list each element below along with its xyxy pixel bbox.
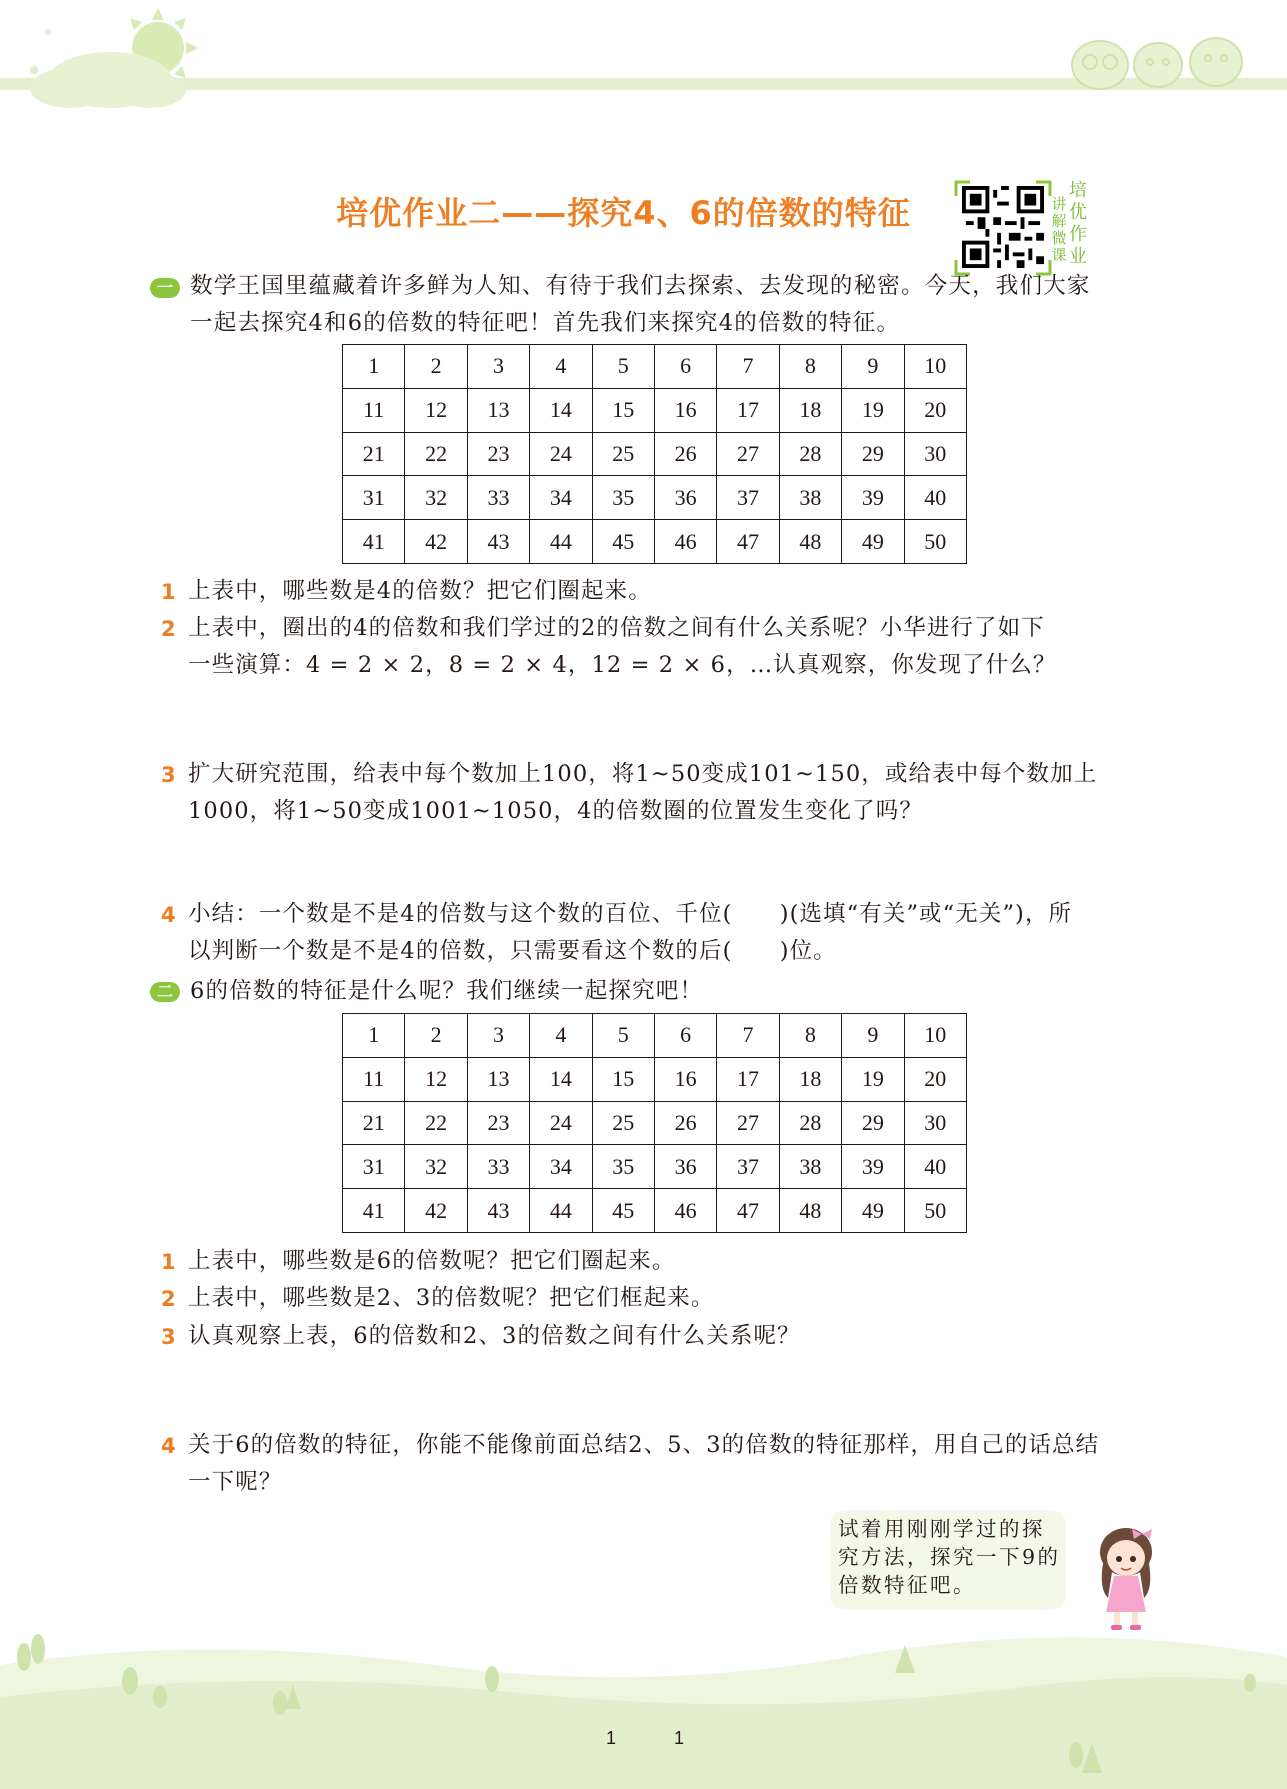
section-badge-2: 二 bbox=[150, 982, 180, 1002]
table-cell: 3 bbox=[467, 345, 529, 389]
table-cell: 47 bbox=[717, 1189, 779, 1233]
table-cell: 47 bbox=[717, 520, 779, 564]
table-cell: 28 bbox=[779, 432, 841, 476]
table-cell: 15 bbox=[592, 388, 654, 432]
table-cell: 39 bbox=[842, 476, 904, 520]
table-cell: 50 bbox=[904, 520, 966, 564]
table-row bbox=[343, 432, 967, 476]
table-cell: 44 bbox=[530, 1189, 592, 1233]
table-row bbox=[343, 1189, 967, 1233]
section1-intro-line2: 一起去探究4和6的倍数的特征吧！首先我们来探究4的倍数的特征。 bbox=[190, 310, 901, 336]
table-cell: 39 bbox=[842, 1145, 904, 1189]
table-cell: 10 bbox=[904, 1014, 966, 1058]
table-row bbox=[343, 520, 967, 564]
question-text-line: 上表中，哪些数是6的倍数呢？把它们圈起来。 bbox=[188, 1248, 676, 1274]
table-row bbox=[343, 476, 967, 520]
section1-intro-line1: 数学王国里蕴藏着许多鲜为人知、有待于我们去探索、去发现的秘密。今天，我们大家 bbox=[190, 273, 1091, 299]
table-cell: 30 bbox=[904, 1101, 966, 1145]
table-cell: 33 bbox=[467, 476, 529, 520]
question-text-line: 上表中，哪些数是4的倍数？把它们圈起来。 bbox=[188, 578, 652, 604]
table-cell: 48 bbox=[779, 1189, 841, 1233]
table-cell: 41 bbox=[343, 1189, 405, 1233]
table-cell: 33 bbox=[467, 1145, 529, 1189]
table-cell: 7 bbox=[717, 345, 779, 389]
table-cell: 46 bbox=[654, 520, 716, 564]
table-cell: 14 bbox=[530, 388, 592, 432]
table-cell: 4 bbox=[530, 345, 592, 389]
table-cell: 10 bbox=[904, 345, 966, 389]
table-cell: 34 bbox=[530, 476, 592, 520]
question-number: 1 bbox=[161, 1250, 176, 1274]
table-cell: 7 bbox=[717, 1014, 779, 1058]
table-cell: 23 bbox=[467, 1101, 529, 1145]
table-cell: 32 bbox=[405, 476, 467, 520]
table-cell: 14 bbox=[530, 1057, 592, 1101]
table-cell: 34 bbox=[530, 1145, 592, 1189]
table-cell: 49 bbox=[842, 520, 904, 564]
table-cell: 4 bbox=[530, 1014, 592, 1058]
table-cell: 17 bbox=[717, 1057, 779, 1101]
table-cell: 13 bbox=[467, 388, 529, 432]
table-cell: 45 bbox=[592, 1189, 654, 1233]
question-text-line: 1000，将1~50变成1001~1050，4的倍数圈的位置发生变化了吗？ bbox=[188, 798, 923, 824]
table-cell: 22 bbox=[405, 1101, 467, 1145]
table-cell: 26 bbox=[654, 432, 716, 476]
qr-frame-decoration bbox=[954, 180, 1052, 276]
table-cell: 26 bbox=[654, 1101, 716, 1145]
qr-side-label-left: 讲解微课 bbox=[1051, 195, 1067, 264]
table-cell: 32 bbox=[405, 1145, 467, 1189]
table-cell: 15 bbox=[592, 1057, 654, 1101]
table-cell: 25 bbox=[592, 432, 654, 476]
question-number: 2 bbox=[161, 617, 176, 641]
table-cell: 16 bbox=[654, 1057, 716, 1101]
table-cell: 18 bbox=[779, 1057, 841, 1101]
table-cell: 11 bbox=[343, 1057, 405, 1101]
question-number: 1 bbox=[161, 580, 176, 604]
table-cell: 38 bbox=[779, 476, 841, 520]
table-cell: 29 bbox=[842, 432, 904, 476]
table-cell: 12 bbox=[405, 388, 467, 432]
table-cell: 5 bbox=[592, 1014, 654, 1058]
section2-intro: 6的倍数的特征是什么呢？我们继续一起探究吧！ bbox=[190, 978, 704, 1004]
table-cell: 44 bbox=[530, 520, 592, 564]
table-cell: 1 bbox=[343, 345, 405, 389]
table-row bbox=[343, 388, 967, 432]
table-cell: 2 bbox=[405, 1014, 467, 1058]
table-cell: 27 bbox=[717, 432, 779, 476]
table-cell: 50 bbox=[904, 1189, 966, 1233]
table-cell: 22 bbox=[405, 432, 467, 476]
table-cell: 20 bbox=[904, 1057, 966, 1101]
table-cell: 21 bbox=[343, 432, 405, 476]
table-cell: 6 bbox=[654, 345, 716, 389]
table-row bbox=[343, 1101, 967, 1145]
table-cell: 31 bbox=[343, 1145, 405, 1189]
question-number: 4 bbox=[161, 903, 176, 927]
table-cell: 46 bbox=[654, 1189, 716, 1233]
table-cell: 43 bbox=[467, 1189, 529, 1233]
table-cell: 24 bbox=[530, 1101, 592, 1145]
table-row bbox=[343, 1057, 967, 1101]
page-number-right: 1 bbox=[674, 1728, 685, 1748]
table-cell: 27 bbox=[717, 1101, 779, 1145]
tip-line: 究方法，探究一下9的 bbox=[838, 1545, 1061, 1569]
table-cell: 29 bbox=[842, 1101, 904, 1145]
page-title: 培优作业二——探究4、6的倍数的特征 bbox=[336, 194, 911, 232]
table-cell: 30 bbox=[904, 432, 966, 476]
table-cell: 25 bbox=[592, 1101, 654, 1145]
table-cell: 3 bbox=[467, 1014, 529, 1058]
table-cell: 37 bbox=[717, 1145, 779, 1189]
animal-friends-decoration bbox=[1050, 20, 1250, 90]
table-cell: 12 bbox=[405, 1057, 467, 1101]
question-text-line: 关于6的倍数的特征，你能不能像前面总结2、5、3的倍数的特征那样，用自己的话总结 bbox=[188, 1432, 1100, 1458]
table-cell: 41 bbox=[343, 520, 405, 564]
table-cell: 19 bbox=[842, 1057, 904, 1101]
table-cell: 28 bbox=[779, 1101, 841, 1145]
table-cell: 6 bbox=[654, 1014, 716, 1058]
table-cell: 40 bbox=[904, 1145, 966, 1189]
question-text-line: 一下呢？ bbox=[188, 1469, 283, 1495]
table-cell: 49 bbox=[842, 1189, 904, 1233]
question-text-line: 小结：一个数是不是4的倍数与这个数的百位、千位( )(选填“有关”或“无关”)，所 bbox=[188, 901, 1073, 927]
table-cell: 42 bbox=[405, 1189, 467, 1233]
table-cell: 40 bbox=[904, 476, 966, 520]
table-cell: 18 bbox=[779, 388, 841, 432]
table-cell: 48 bbox=[779, 520, 841, 564]
table-cell: 21 bbox=[343, 1101, 405, 1145]
landscape-decoration bbox=[0, 1605, 1287, 1789]
table-cell: 13 bbox=[467, 1057, 529, 1101]
sun-cloud-decoration bbox=[0, 0, 260, 115]
question-number: 4 bbox=[161, 1434, 176, 1458]
table-row bbox=[343, 1145, 967, 1189]
table-cell: 8 bbox=[779, 345, 841, 389]
table-cell: 11 bbox=[343, 388, 405, 432]
section-badge-1: 一 bbox=[150, 278, 180, 298]
table-cell: 9 bbox=[842, 345, 904, 389]
question-text-line: 扩大研究范围，给表中每个数加上100，将1~50变成101~150，或给表中每个数加上 bbox=[188, 761, 1098, 787]
question-number: 3 bbox=[161, 1325, 176, 1349]
question-number: 3 bbox=[161, 763, 176, 787]
table-cell: 9 bbox=[842, 1014, 904, 1058]
table-cell: 31 bbox=[343, 476, 405, 520]
table-cell: 36 bbox=[654, 476, 716, 520]
tip-line: 倍数特征吧。 bbox=[838, 1573, 976, 1597]
question-text-line: 上表中，圈出的4的倍数和我们学过的2的倍数之间有什么关系呢？小华进行了如下 bbox=[188, 615, 1045, 641]
table-cell: 45 bbox=[592, 520, 654, 564]
table-cell: 16 bbox=[654, 388, 716, 432]
table-cell: 1 bbox=[343, 1014, 405, 1058]
page-number-left: 1 bbox=[606, 1728, 617, 1748]
question-number: 2 bbox=[161, 1287, 176, 1311]
qr-side-label-right: 培优作业 bbox=[1069, 180, 1087, 267]
question-text-line: 认真观察上表，6的倍数和2、3的倍数之间有什么关系呢？ bbox=[188, 1323, 801, 1349]
table-cell: 8 bbox=[779, 1014, 841, 1058]
table-cell: 36 bbox=[654, 1145, 716, 1189]
question-text-line: 上表中，哪些数是2、3的倍数呢？把它们框起来。 bbox=[188, 1285, 715, 1311]
table-cell: 35 bbox=[592, 1145, 654, 1189]
table-cell: 5 bbox=[592, 345, 654, 389]
number-table-2 bbox=[342, 1013, 967, 1233]
tip-line: 试着用刚刚学过的探 bbox=[838, 1517, 1045, 1541]
question-text-line: 以判断一个数是不是4的倍数，只需要看这个数的后( )位。 bbox=[188, 938, 837, 964]
table-cell: 37 bbox=[717, 476, 779, 520]
tip-text bbox=[838, 1515, 1068, 1599]
table-row bbox=[343, 1014, 967, 1058]
table-row bbox=[343, 345, 967, 389]
table-cell: 17 bbox=[717, 388, 779, 432]
table-cell: 42 bbox=[405, 520, 467, 564]
table-cell: 43 bbox=[467, 520, 529, 564]
question-text-line: 一些演算：4 = 2 × 2，8 = 2 × 4，12 = 2 × 6，…认真观察，你发现了什么？ bbox=[188, 652, 1057, 678]
table-cell: 24 bbox=[530, 432, 592, 476]
number-table-1 bbox=[342, 344, 967, 564]
table-cell: 38 bbox=[779, 1145, 841, 1189]
table-cell: 20 bbox=[904, 388, 966, 432]
table-cell: 23 bbox=[467, 432, 529, 476]
table-cell: 19 bbox=[842, 388, 904, 432]
table-cell: 35 bbox=[592, 476, 654, 520]
table-cell: 2 bbox=[405, 345, 467, 389]
